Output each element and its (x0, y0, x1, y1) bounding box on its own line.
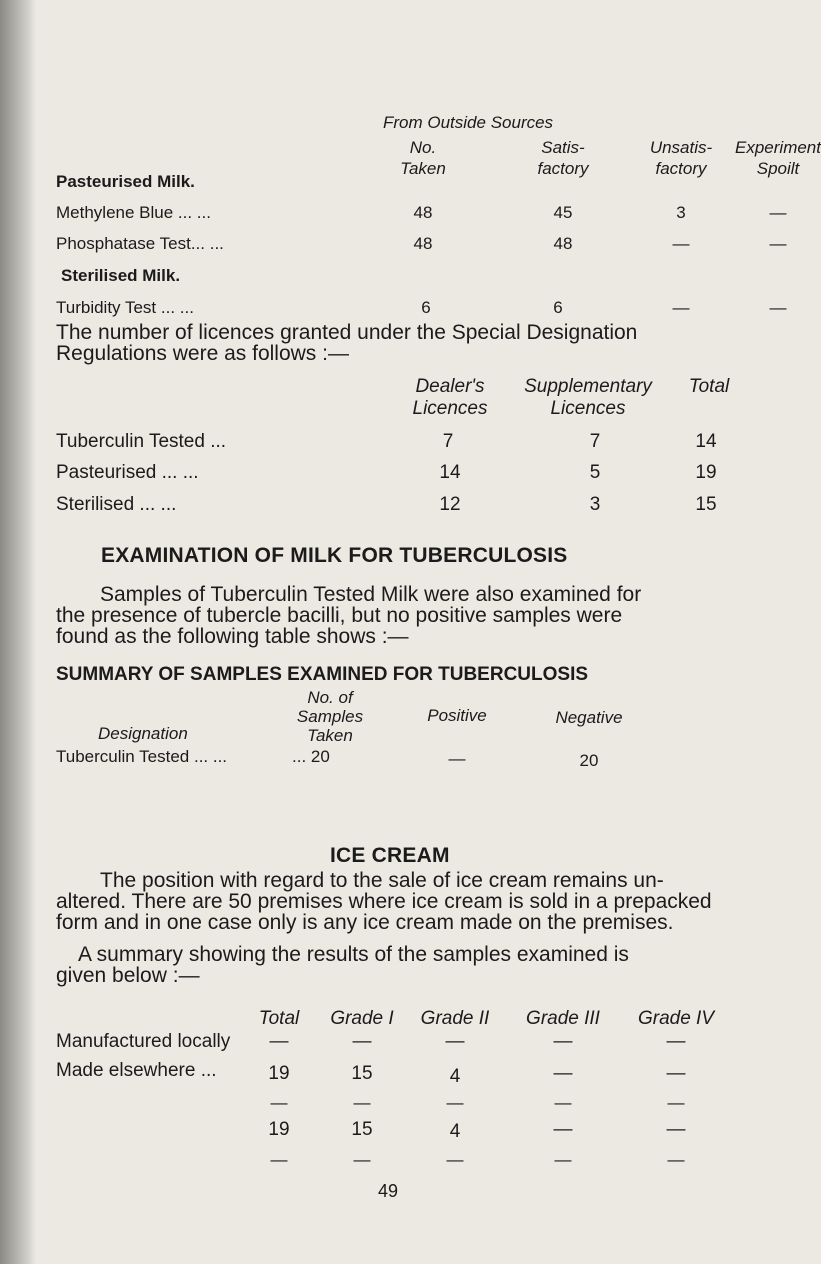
total-separator: — (554, 1093, 572, 1112)
col-header-line: Satis- (541, 138, 585, 157)
text-line: the presence of tubercle bacilli, but no positive samples were (56, 604, 623, 627)
total-value: 4 (449, 1121, 461, 1142)
test-label: Phosphatase Test... ... (56, 234, 224, 253)
col-header-line: Licences (412, 398, 488, 419)
total-underline: — (446, 1150, 464, 1169)
col-header-line: Experiment (735, 138, 821, 157)
col-header-samples (297, 688, 363, 745)
text-line: altered. There are 50 premises where ice cream is sold in a prepacked (56, 890, 712, 913)
total-underline: — (353, 1150, 371, 1169)
text-line: A summary showing the results of the samples examined is (78, 943, 629, 966)
cell-value: 48 (553, 234, 573, 253)
cell-value: — (666, 1063, 686, 1084)
cell-value: 14 (439, 462, 461, 483)
licences-col-dealers (413, 376, 488, 420)
page-number: 49 (377, 1181, 399, 1201)
summary-heading: SUMMARY OF SAMPLES EXAMINED FOR TUBERCULOSIS (56, 664, 589, 685)
col-header-line: Taken (400, 159, 446, 178)
col-header-line: Samples (296, 707, 364, 726)
summary-samples: ... 20 (292, 747, 330, 766)
cell-value: 48 (413, 234, 433, 253)
tuberculosis-paragraph (56, 584, 641, 647)
col-header-designation: Designation (98, 724, 188, 743)
ice-col-header: Grade IV (637, 1008, 715, 1029)
col-header-line: Supplementary (524, 376, 652, 397)
section-label-sterilised: Sterilised Milk. (61, 266, 181, 285)
ice-cream-paragraph-2 (56, 944, 629, 986)
cell-value: 3 (589, 494, 601, 515)
licence-row-label: Sterilised ... ... (56, 494, 177, 515)
total-underline: — (667, 1150, 685, 1169)
ice-col-header: Grade II (420, 1008, 490, 1029)
cell-value: — (769, 298, 787, 317)
col-header-line: Spoilt (756, 159, 800, 178)
cell-value: — (769, 234, 787, 253)
total-value: 19 (268, 1119, 290, 1140)
text-line: The position with regard to the sale of ice cream remains un- (100, 869, 664, 892)
test-label: Turbidity Test ... ... (56, 298, 194, 317)
cell-value: 15 (351, 1063, 373, 1084)
text-line: Regulations were as follows :— (56, 342, 349, 365)
licence-row-label: Tuberculin Tested ... (56, 431, 227, 452)
total-value: 15 (351, 1119, 373, 1140)
licences-col-supplementary (524, 376, 652, 420)
cell-value: 14 (695, 431, 717, 452)
total-underline: — (554, 1150, 572, 1169)
col-header-line: No. of (307, 688, 353, 707)
ice-col-header: Grade III (526, 1008, 600, 1029)
cell-value: 3 (676, 203, 686, 222)
cell-value: — (553, 1031, 573, 1052)
summary-positive: — (448, 749, 466, 768)
col-header-negative: Negative (555, 708, 623, 727)
cell-value: 6 (553, 298, 563, 317)
text-line: found as the following table shows :— (56, 625, 409, 648)
outside-sources-title: From Outside Sources (383, 113, 554, 132)
total-underline: — (270, 1150, 288, 1169)
text-line: given below :— (56, 964, 200, 987)
total-separator: — (353, 1093, 371, 1112)
text-line: The number of licences granted under the Special Designation (56, 321, 638, 344)
total-separator: — (446, 1093, 464, 1112)
licences-intro (56, 322, 637, 364)
cell-value: — (352, 1031, 372, 1052)
ice-row-label: Made elsewhere ... (56, 1060, 217, 1081)
cell-value: 4 (449, 1066, 461, 1087)
summary-negative: 20 (579, 751, 599, 770)
test-label: Methylene Blue ... ... (56, 203, 211, 222)
text-line: form and in one case only is any ice cream made on the premises. (56, 911, 674, 934)
col-header-positive: Positive (427, 706, 487, 725)
col-header-line: No. (409, 138, 437, 157)
col-header-line: Taken (307, 726, 353, 745)
tuberculosis-heading: EXAMINATION OF MILK FOR TUBERCULOSIS (101, 544, 568, 567)
total-separator: — (667, 1093, 685, 1112)
col-header-satisfactory (537, 137, 588, 179)
page-binding-shadow (0, 0, 36, 1264)
total-value: — (553, 1119, 573, 1140)
cell-value: 7 (589, 431, 601, 452)
cell-value: 19 (695, 462, 717, 483)
col-header-line: factory (655, 159, 707, 178)
text-line: Samples of Tuberculin Tested Milk were also examined for (100, 583, 642, 606)
section-label-pasteurised: Pasteurised Milk. (56, 172, 195, 191)
cell-value: 45 (553, 203, 573, 222)
cell-value: — (672, 234, 690, 253)
total-value: — (666, 1119, 686, 1140)
col-header-line: factory (537, 159, 589, 178)
cell-value: — (666, 1031, 686, 1052)
summary-row-label: Tuberculin Tested ... ... (56, 747, 228, 766)
ice-row-label: Manufactured locally (56, 1031, 231, 1052)
cell-value: 48 (413, 203, 433, 222)
cell-value: — (269, 1031, 289, 1052)
ice-cream-heading: ICE CREAM (330, 844, 450, 867)
col-header-line: Unsatis- (649, 138, 713, 157)
cell-value: 19 (268, 1063, 290, 1084)
cell-value: 12 (439, 494, 461, 515)
total-separator: — (270, 1093, 288, 1112)
cell-value: 7 (442, 431, 454, 452)
col-header-unsatisfactory (650, 137, 712, 179)
cell-value: — (445, 1031, 465, 1052)
col-header-experiment-spoilt (735, 137, 821, 179)
col-header-line: Total (688, 376, 730, 397)
ice-col-header: Grade I (330, 1008, 394, 1029)
ice-cream-paragraph-1 (56, 870, 712, 933)
cell-value: — (672, 298, 690, 317)
cell-value: 15 (695, 494, 717, 515)
cell-value: — (769, 203, 787, 222)
cell-value: 5 (589, 462, 601, 483)
licence-row-label: Pasteurised ... ... (56, 462, 199, 483)
col-header-line: Dealer's (415, 376, 485, 397)
licences-col-total (689, 376, 730, 398)
ice-col-header: Total (258, 1008, 300, 1029)
cell-value: — (553, 1063, 573, 1084)
cell-value: 6 (421, 298, 431, 317)
col-header-line: Licences (550, 398, 626, 419)
col-header-no-taken (400, 137, 446, 179)
